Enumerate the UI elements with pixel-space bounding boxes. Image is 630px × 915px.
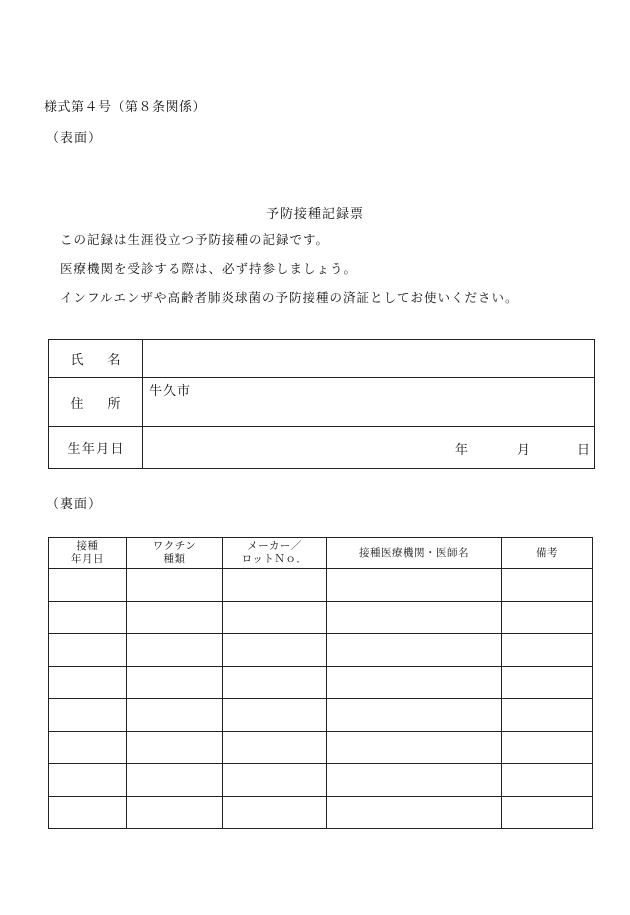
table-row (49, 699, 593, 732)
header-vaccine-type: ワクチン 種類 (127, 538, 223, 569)
cell-remarks[interactable] (502, 666, 593, 699)
cell-maker-lot[interactable] (223, 569, 327, 602)
cell-vaccine-type[interactable] (127, 796, 223, 829)
birthdate-field[interactable] (143, 427, 595, 469)
document-title: 予防接種記録票 (265, 207, 364, 222)
cell-date[interactable] (49, 569, 127, 602)
table-row (49, 731, 593, 764)
name-row (49, 340, 595, 378)
cell-date[interactable] (49, 666, 127, 699)
form-number: 様式第４号（第８条関係） (44, 100, 207, 115)
cell-vaccine-type[interactable] (127, 569, 223, 602)
day-label: 日 (577, 443, 591, 458)
address-label-cell (49, 378, 143, 427)
instruction-line-1: この記録は生涯役立つ予防接種の記録です。 (60, 232, 330, 247)
cell-maker-lot[interactable] (223, 796, 327, 829)
cell-maker-lot[interactable] (223, 634, 327, 667)
front-side-label: （表面） (46, 131, 103, 146)
cell-maker-lot[interactable] (223, 731, 327, 764)
address-field[interactable] (143, 378, 595, 427)
table-row (49, 666, 593, 699)
cell-maker-lot[interactable] (223, 764, 327, 797)
cell-institution-doctor[interactable] (327, 764, 502, 797)
cell-institution-doctor[interactable] (327, 731, 502, 764)
cell-remarks[interactable] (502, 634, 593, 667)
cell-vaccine-type[interactable] (127, 731, 223, 764)
month-label: 月 (517, 443, 531, 458)
cell-date[interactable] (49, 601, 127, 634)
year-label: 年 (455, 443, 469, 458)
cell-vaccine-type[interactable] (127, 634, 223, 667)
table-row (49, 764, 593, 797)
cell-remarks[interactable] (502, 699, 593, 732)
header-maker-lot: メーカー／ ロットＮｏ． (223, 538, 327, 569)
table-row (49, 634, 593, 667)
table-row (49, 569, 593, 602)
cell-institution-doctor[interactable] (327, 569, 502, 602)
cell-vaccine-type[interactable] (127, 601, 223, 634)
name-field[interactable] (143, 340, 595, 378)
cell-maker-lot[interactable] (223, 666, 327, 699)
cell-institution-doctor[interactable] (327, 634, 502, 667)
instruction-line-2: 医療機関を受診する際は、必ず持参しましょう。 (60, 261, 358, 276)
cell-institution-doctor[interactable] (327, 796, 502, 829)
address-value: 牛久市 (149, 384, 192, 399)
table-row (49, 796, 593, 829)
birthdate-row (49, 427, 595, 469)
cell-date[interactable] (49, 634, 127, 667)
cell-remarks[interactable] (502, 601, 593, 634)
cell-date[interactable] (49, 764, 127, 797)
cell-vaccine-type[interactable] (127, 666, 223, 699)
cell-remarks[interactable] (502, 731, 593, 764)
header-remarks: 備考 (502, 538, 593, 569)
instruction-line-3: インフルエンザや高齢者肺炎球菌の予防接種の済証としてお使いください。 (60, 290, 519, 305)
vaccination-record-table (48, 537, 593, 829)
address-label: 住 所 (70, 396, 121, 412)
record-header-row (49, 538, 593, 569)
cell-institution-doctor[interactable] (327, 699, 502, 732)
cell-institution-doctor[interactable] (327, 666, 502, 699)
cell-date[interactable] (49, 731, 127, 764)
cell-maker-lot[interactable] (223, 601, 327, 634)
name-label: 氏 名 (70, 353, 121, 368)
back-side-label: （裏面） (46, 497, 103, 512)
cell-maker-lot[interactable] (223, 699, 327, 732)
cell-vaccine-type[interactable] (127, 764, 223, 797)
header-institution-doctor: 接種医療機関・医師名 (327, 538, 502, 569)
cell-remarks[interactable] (502, 569, 593, 602)
address-row (49, 378, 595, 427)
name-label-cell (49, 340, 143, 378)
cell-remarks[interactable] (502, 796, 593, 829)
header-date: 接種 年月日 (49, 538, 127, 569)
cell-date[interactable] (49, 796, 127, 829)
cell-institution-doctor[interactable] (327, 601, 502, 634)
birthdate-label: 生年月日 (67, 442, 124, 457)
table-row (49, 601, 593, 634)
cell-vaccine-type[interactable] (127, 699, 223, 732)
cell-date[interactable] (49, 699, 127, 732)
birthdate-label-cell (49, 427, 143, 469)
cell-remarks[interactable] (502, 764, 593, 797)
personal-info-table (48, 339, 595, 469)
